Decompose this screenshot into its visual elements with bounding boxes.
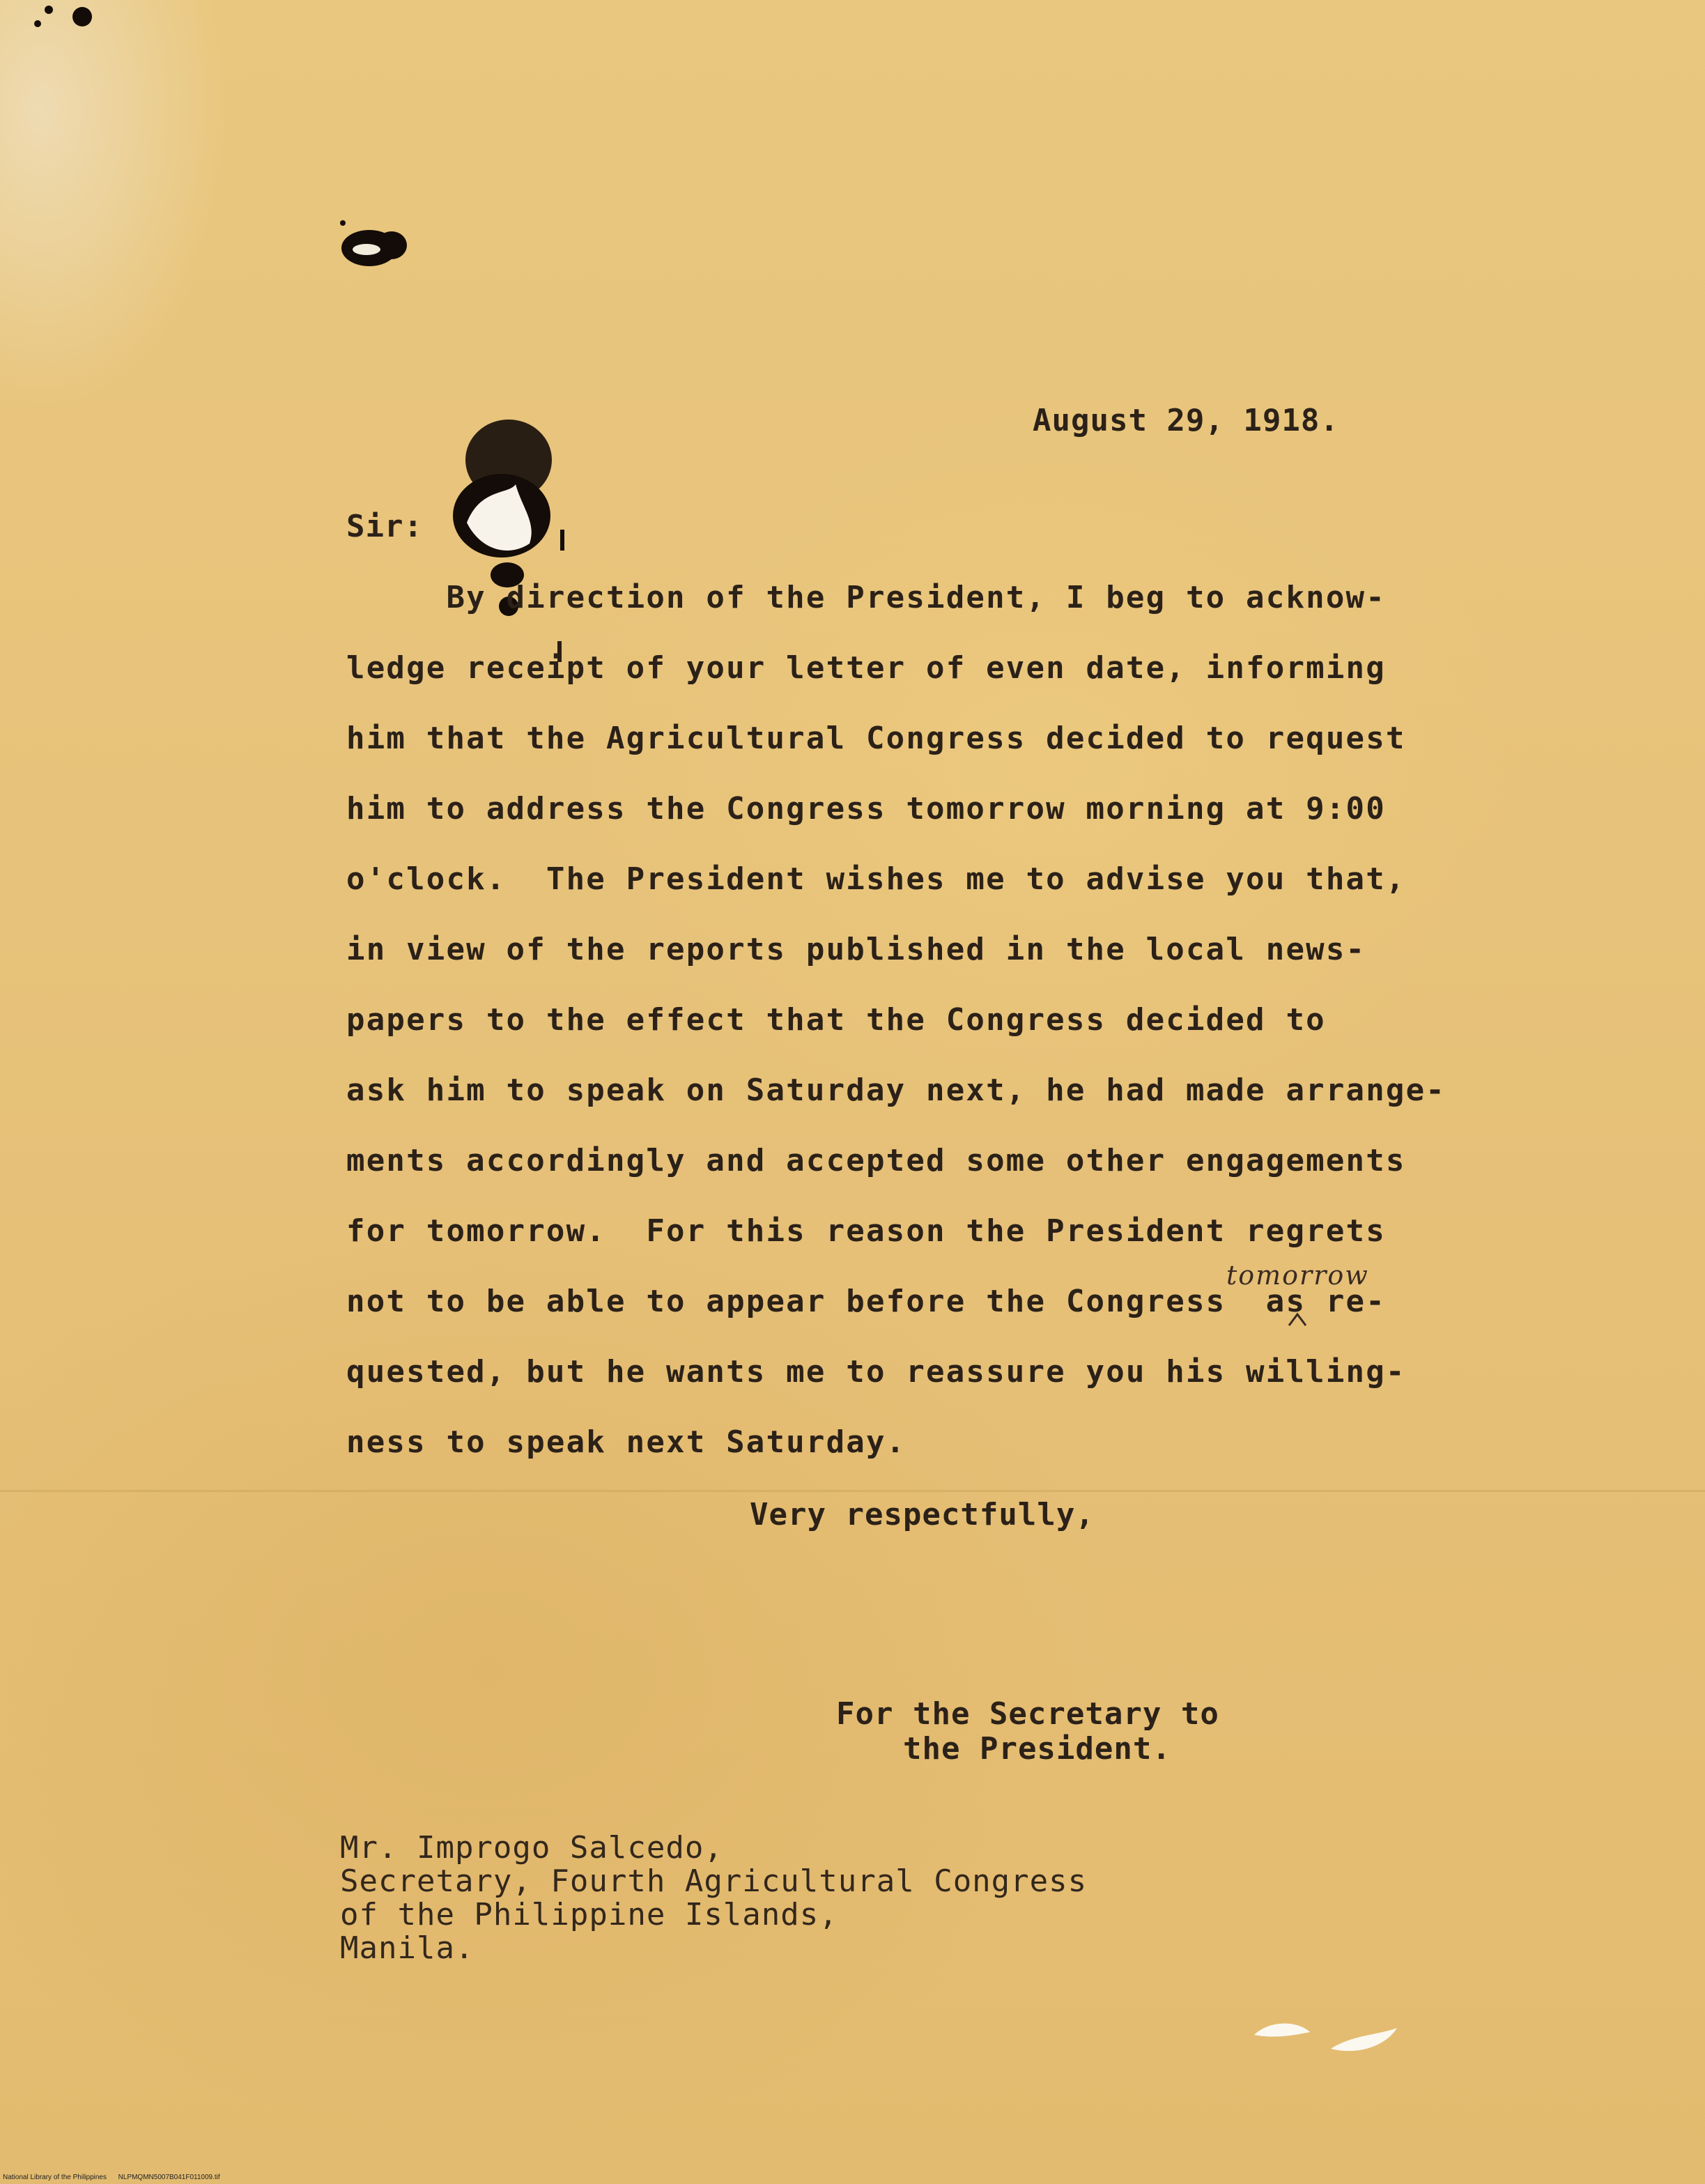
letter-date: August 29, 1918. <box>1033 403 1339 438</box>
body-line: ledge receipt of your letter of even date, informing <box>346 650 1386 686</box>
closing: Very respectfully, <box>750 1497 1095 1532</box>
body-line: ness to speak next Saturday. <box>346 1424 906 1460</box>
body-line: not to be able to appear before the Congress as re- <box>346 1284 1386 1319</box>
ink-blot-top-left <box>21 0 105 42</box>
body-line: papers to the effect that the Congress decided to <box>346 1002 1326 1038</box>
signature-line: the President. <box>903 1731 1171 1767</box>
body-line: him to address the Congress tomorrow morning at 9:00 <box>346 791 1386 826</box>
addressee-line: Secretary, Fourth Agricultural Congress <box>340 1863 1088 1899</box>
body-line: for tomorrow. For this reason the President regrets <box>346 1213 1386 1249</box>
salutation: Sir: <box>346 509 423 544</box>
paper-tear-bottom-right <box>1247 2014 1414 2063</box>
addressee-line: Mr. Improgo Salcedo, <box>340 1830 723 1866</box>
addressee-line: Manila. <box>340 1930 475 1966</box>
handwritten-insertion: tomorrow <box>1226 1260 1369 1291</box>
archive-footer-caption: National Library of the Philippines NLPMQMN5007B041F011009.tif <box>3 2174 220 2181</box>
burn-hole-near-salutation <box>425 418 585 683</box>
insertion-caret-icon <box>1288 1312 1309 1328</box>
addressee-line: of the Philippine Islands, <box>340 1897 838 1932</box>
body-line: ments accordingly and accepted some other engagements <box>346 1143 1406 1178</box>
body-line: in view of the reports published in the local news- <box>346 932 1366 967</box>
ink-blot-upper <box>327 209 418 279</box>
body-line: him that the Agricultural Congress decided to request <box>346 721 1406 756</box>
body-line: ask him to speak on Saturday next, he had made arrange- <box>346 1072 1446 1108</box>
fold-crease <box>0 1490 1705 1492</box>
body-line: o'clock. The President wishes me to advise you that, <box>346 861 1406 897</box>
signature-line: For the Secretary to <box>836 1696 1219 1732</box>
body-line: By direction of the President, I beg to acknow- <box>346 580 1386 615</box>
body-line: quested, but he wants me to reassure you his willing- <box>346 1354 1406 1390</box>
